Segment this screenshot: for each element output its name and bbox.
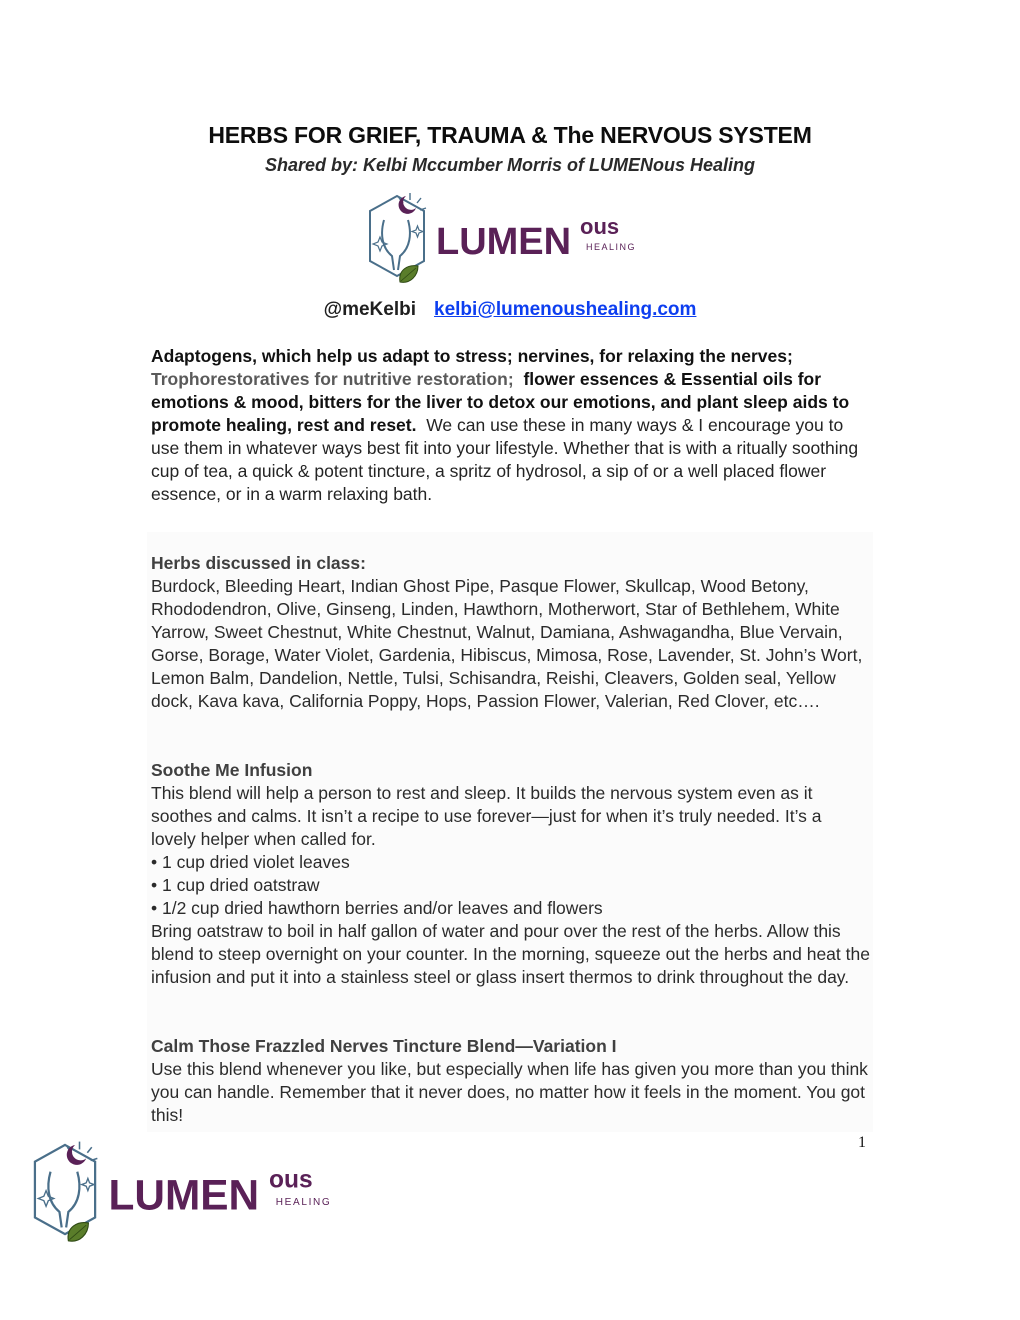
hand-right-icon — [66, 1172, 79, 1228]
page-title: HERBS FOR GRIEF, TRAUMA & The NERVOUS SYSTEM — [208, 122, 812, 148]
soothe-description: This blend will help a person to rest and sleep. It builds the nervous system even as it soothes and calms. It isn’t a recipe to use forever—just for when it’s truly needed. It’s a lovely helper when called for. — [151, 783, 822, 849]
ingredient-item: • 1/2 cup dried hawthorn berries and/or leaves and flowers — [151, 898, 603, 918]
soothe-directions: Bring oatstraw to boil in half gallon of water and pour over the rest of the herbs. Allow this blend to steep overnight on your counter. In the morning, squeeze out the herbs and heat the infusion and put it into a stainless steel or glass insert thermos to drink throughout the day. — [151, 921, 870, 987]
intro-grey-1: Trophorestoratives for nutritive restoration; — [151, 369, 514, 389]
social-handle: @meKelbi — [323, 299, 417, 320]
logo-top — [362, 190, 658, 290]
herbs-list: Burdock, Bleeding Heart, Indian Ghost Pipe, Pasque Flower, Skullcap, Wood Betony, Rhododendron, Olive, Ginseng, Linden, Hawthorn, Motherwort, Star of Bethlehem, White Yarrow, Sweet Chestnut, White Chestnut, Walnut, Damiana, Ashwagandha, Blue Vervain, Gorse, Borage, Water Violet, Gardenia, Hibiscus, Mimosa, Rose, Lavender, St. John’s Wort, Lemon Balm, Dandelion, Nettle, Tulsi, Schisandra, Reishi, Cleavers, Golden seal, Yellow dock, Kava kava, California Poppy, Hops, Passion Flower, Valerian, Red Clover, etc…. — [151, 576, 863, 711]
page-number: 1 — [858, 1134, 866, 1151]
sparkle-icon — [412, 226, 423, 237]
hexagon-icon — [35, 1145, 95, 1234]
lumenous-logo-graphic-footer — [26, 1136, 356, 1252]
calm-description: Use this blend whenever you like, but especially when life has given you more than you think you can handle. Remember that it never does, no matter how it feels in the moment. You got this! — [151, 1059, 868, 1125]
ingredient-item: • 1 cup dried oatstraw — [151, 875, 320, 895]
herbs-heading: Herbs discussed in class: — [151, 553, 366, 573]
contact-line — [0, 299, 1020, 321]
hand-right-icon — [398, 220, 410, 270]
hexagon-icon — [370, 196, 424, 276]
logo-wordmark: LUMEN — [436, 221, 572, 263]
logo-footer — [26, 1136, 356, 1252]
logo-wordmark-small: ous — [580, 214, 620, 239]
intro-bold-2: flower essences & Essential oils for emotions & mood, bitters for the liver to detox our emotions, and plant sleep aids to promote healing, rest and reset. — [151, 369, 850, 435]
email-link[interactable]: kelbi@lumenoushealing.com — [434, 299, 697, 320]
sparkle-icon — [82, 1178, 94, 1190]
calm-heading: Calm Those Frazzled Nerves Tincture Blend—Variation I — [151, 1036, 617, 1056]
soothe-section — [151, 759, 871, 989]
herbs-section — [151, 552, 871, 713]
logo-wordmark-small: ous — [269, 1166, 313, 1194]
lumenous-logo-graphic — [362, 190, 658, 290]
ingredient-item: • 1 cup dried violet leaves — [151, 852, 350, 872]
intro-plain: We can use these in many ways & I encourage you to use them in whatever ways best fit into your lifestyle. Whether that is with a ritually soothing cup of tea, a quick & potent tincture, a spritz of hydrosol, a sip of or a well placed flower essence, or in a warm relaxing bath. — [151, 415, 859, 504]
calm-section — [151, 1035, 871, 1127]
soothe-heading: Soothe Me Infusion — [151, 760, 313, 780]
intro-paragraph — [151, 345, 871, 506]
logo-healing-text: HEALING — [586, 242, 637, 252]
logo-wordmark: LUMEN — [108, 1171, 260, 1219]
page-subtitle: Shared by: Kelbi Mccumber Morris of LUMENous Healing — [264, 155, 756, 175]
intro-bold-1: Adaptogens, which help us adapt to stress; nervines, for relaxing the nerves; — [151, 346, 793, 366]
logo-healing-text: HEALING — [275, 1197, 332, 1209]
